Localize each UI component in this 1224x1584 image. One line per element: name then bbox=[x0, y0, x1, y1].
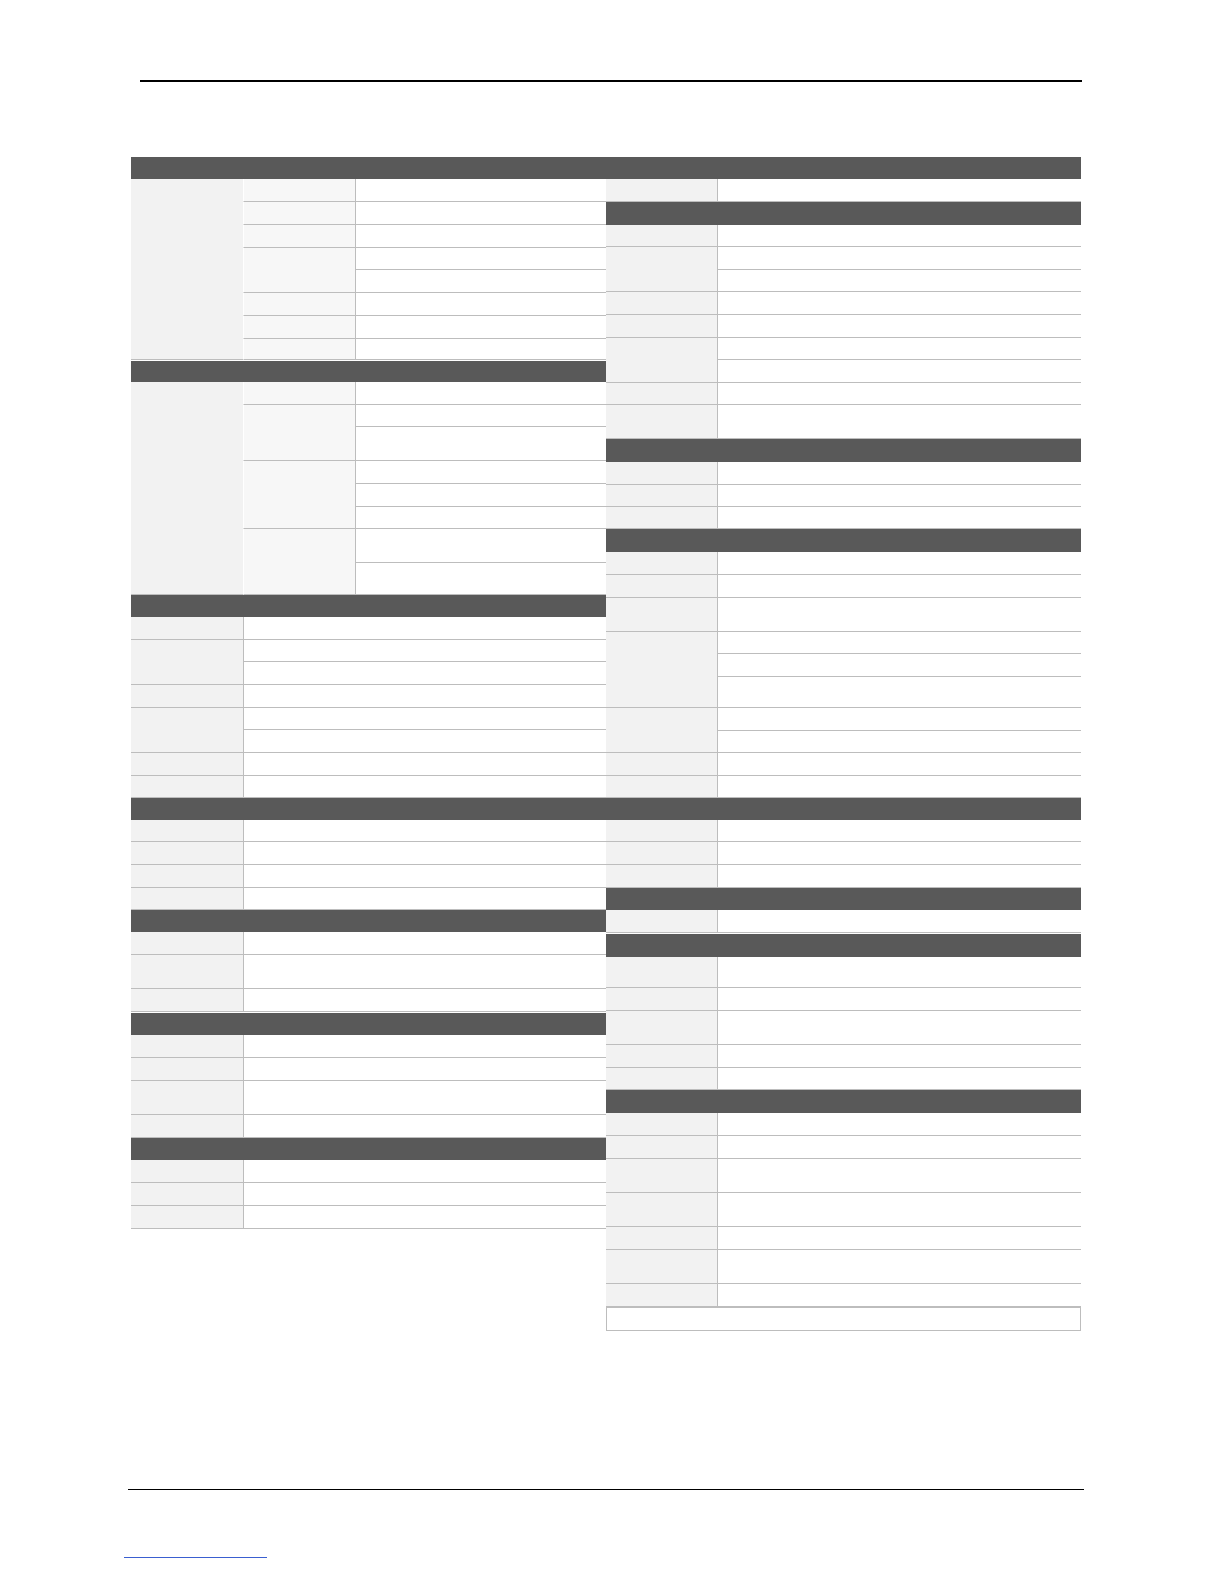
label-cell bbox=[131, 955, 243, 989]
value-cell bbox=[717, 708, 1081, 731]
label-cell bbox=[131, 685, 243, 708]
value-cell bbox=[243, 989, 606, 1012]
label-cell bbox=[606, 1250, 717, 1284]
sub-label-cell bbox=[243, 405, 355, 461]
section-header bbox=[606, 529, 1081, 552]
section-header bbox=[131, 595, 606, 617]
value-cell bbox=[243, 888, 606, 910]
value-cell bbox=[717, 1113, 1081, 1136]
sub-label-cell bbox=[243, 529, 355, 595]
sub-label-cell bbox=[243, 225, 355, 248]
label-cell bbox=[606, 507, 717, 529]
label-cell bbox=[131, 753, 243, 776]
label-cell bbox=[606, 1193, 717, 1227]
section-header bbox=[606, 157, 1081, 179]
label-cell bbox=[606, 485, 717, 507]
label-cell bbox=[131, 932, 243, 955]
label-cell bbox=[606, 776, 717, 798]
label-cell bbox=[606, 865, 717, 888]
label-cell bbox=[606, 292, 717, 315]
value-cell bbox=[243, 640, 606, 662]
label-cell bbox=[131, 820, 243, 842]
value-cell bbox=[355, 563, 606, 595]
value-cell bbox=[717, 677, 1081, 708]
value-cell bbox=[717, 1068, 1081, 1090]
label-cell bbox=[606, 988, 717, 1011]
value-cell bbox=[717, 575, 1081, 598]
value-cell bbox=[355, 202, 606, 225]
label-cell bbox=[606, 1284, 717, 1307]
value-cell bbox=[243, 617, 606, 640]
label-cell bbox=[606, 315, 717, 338]
table-note bbox=[606, 1307, 1081, 1331]
left-spec-table bbox=[131, 157, 606, 1229]
value-cell bbox=[717, 462, 1081, 485]
label-cell bbox=[606, 225, 717, 247]
value-cell bbox=[243, 1058, 606, 1081]
value-cell bbox=[243, 1183, 606, 1206]
value-cell bbox=[717, 820, 1081, 842]
value-cell bbox=[355, 461, 606, 484]
label-cell bbox=[131, 1115, 243, 1138]
value-cell bbox=[717, 292, 1081, 315]
label-cell bbox=[606, 405, 717, 439]
value-cell bbox=[243, 820, 606, 842]
label-cell bbox=[606, 383, 717, 405]
footer-link-underline[interactable] bbox=[124, 1557, 267, 1558]
label-cell bbox=[606, 957, 717, 988]
label-cell bbox=[606, 1227, 717, 1250]
value-cell bbox=[717, 1284, 1081, 1307]
value-cell bbox=[717, 731, 1081, 753]
section-header bbox=[606, 934, 1081, 957]
value-cell bbox=[717, 753, 1081, 776]
value-cell bbox=[355, 339, 606, 360]
value-cell bbox=[717, 1011, 1081, 1045]
value-cell bbox=[717, 1136, 1081, 1159]
value-cell bbox=[243, 842, 606, 865]
section-header bbox=[131, 361, 606, 382]
header-rule bbox=[140, 80, 1082, 82]
sub-label-cell bbox=[243, 202, 355, 225]
value-cell bbox=[717, 842, 1081, 865]
value-cell bbox=[717, 405, 1081, 439]
value-cell bbox=[717, 247, 1081, 270]
value-cell bbox=[717, 383, 1081, 405]
label-cell bbox=[606, 179, 717, 202]
value-cell bbox=[243, 662, 606, 685]
value-cell bbox=[243, 932, 606, 955]
label-cell bbox=[606, 1159, 717, 1193]
sub-label-cell bbox=[243, 293, 355, 316]
value-cell bbox=[717, 1227, 1081, 1250]
value-cell bbox=[717, 360, 1081, 383]
label-cell bbox=[131, 1206, 243, 1229]
label-cell bbox=[606, 575, 717, 598]
value-cell bbox=[717, 632, 1081, 654]
section-header bbox=[131, 910, 606, 932]
label-cell bbox=[131, 842, 243, 865]
section-header bbox=[131, 1013, 606, 1035]
label-cell bbox=[131, 1081, 243, 1115]
section-header bbox=[606, 888, 1081, 910]
value-cell bbox=[243, 753, 606, 776]
value-cell bbox=[717, 1193, 1081, 1227]
label-cell bbox=[131, 640, 243, 685]
value-cell bbox=[243, 730, 606, 753]
label-cell bbox=[131, 1058, 243, 1081]
label-cell bbox=[131, 776, 243, 798]
value-cell bbox=[355, 270, 606, 293]
value-cell bbox=[355, 382, 606, 405]
section-header bbox=[606, 798, 1081, 820]
value-cell bbox=[717, 1250, 1081, 1284]
label-cell bbox=[131, 865, 243, 888]
label-cell bbox=[606, 820, 717, 842]
section-header bbox=[606, 202, 1081, 225]
label-cell bbox=[131, 1183, 243, 1206]
value-cell bbox=[355, 484, 606, 507]
value-cell bbox=[717, 485, 1081, 507]
label-cell bbox=[606, 462, 717, 485]
label-cell bbox=[131, 1160, 243, 1183]
value-cell bbox=[717, 315, 1081, 338]
section-header bbox=[606, 439, 1081, 462]
value-cell bbox=[717, 179, 1081, 202]
label-cell bbox=[606, 1011, 717, 1045]
label-cell bbox=[606, 842, 717, 865]
value-cell bbox=[717, 225, 1081, 247]
value-cell bbox=[717, 338, 1081, 360]
section-header bbox=[606, 1090, 1081, 1113]
value-cell bbox=[717, 1159, 1081, 1193]
value-cell bbox=[717, 957, 1081, 988]
value-cell bbox=[243, 1035, 606, 1058]
value-cell bbox=[717, 654, 1081, 677]
value-cell bbox=[355, 427, 606, 461]
value-cell bbox=[243, 685, 606, 708]
value-cell bbox=[243, 1081, 606, 1115]
label-cell bbox=[131, 708, 243, 753]
group-label-cell bbox=[131, 179, 243, 360]
label-cell bbox=[606, 1068, 717, 1090]
label-cell bbox=[606, 753, 717, 776]
value-cell bbox=[355, 225, 606, 248]
label-cell bbox=[131, 617, 243, 640]
value-cell bbox=[355, 507, 606, 529]
label-cell bbox=[606, 1045, 717, 1068]
value-cell bbox=[717, 865, 1081, 888]
sub-label-cell bbox=[243, 461, 355, 529]
value-cell bbox=[243, 708, 606, 730]
value-cell bbox=[717, 1045, 1081, 1068]
value-cell bbox=[717, 507, 1081, 529]
label-cell bbox=[131, 888, 243, 910]
section-header bbox=[131, 1138, 606, 1160]
value-cell bbox=[355, 179, 606, 202]
label-cell bbox=[606, 1113, 717, 1136]
label-cell bbox=[606, 1136, 717, 1159]
sub-label-cell bbox=[243, 248, 355, 293]
value-cell bbox=[355, 248, 606, 270]
value-cell bbox=[717, 270, 1081, 292]
value-cell bbox=[717, 910, 1081, 933]
value-cell bbox=[717, 988, 1081, 1011]
value-cell bbox=[355, 316, 606, 339]
value-cell bbox=[355, 405, 606, 427]
value-cell bbox=[243, 1160, 606, 1183]
value-cell bbox=[355, 293, 606, 316]
section-header bbox=[131, 798, 606, 820]
label-cell bbox=[606, 247, 717, 292]
value-cell bbox=[717, 598, 1081, 632]
label-cell bbox=[606, 708, 717, 753]
label-cell bbox=[606, 552, 717, 575]
sub-label-cell bbox=[243, 382, 355, 405]
label-cell bbox=[606, 598, 717, 632]
value-cell bbox=[717, 776, 1081, 798]
sub-label-cell bbox=[243, 339, 355, 360]
group-label-cell bbox=[131, 382, 243, 595]
value-cell bbox=[243, 955, 606, 989]
value-cell bbox=[717, 552, 1081, 575]
label-cell bbox=[606, 910, 717, 933]
value-cell bbox=[243, 865, 606, 888]
sub-label-cell bbox=[243, 179, 355, 202]
label-cell bbox=[606, 632, 717, 708]
value-cell bbox=[243, 776, 606, 798]
right-spec-table bbox=[606, 157, 1081, 1332]
section-header bbox=[131, 157, 606, 179]
value-cell bbox=[355, 529, 606, 563]
value-cell bbox=[243, 1115, 606, 1138]
footer-rule bbox=[128, 1489, 1084, 1490]
value-cell bbox=[243, 1206, 606, 1229]
sub-label-cell bbox=[243, 316, 355, 339]
label-cell bbox=[131, 989, 243, 1012]
label-cell bbox=[606, 338, 717, 383]
label-cell bbox=[131, 1035, 243, 1058]
